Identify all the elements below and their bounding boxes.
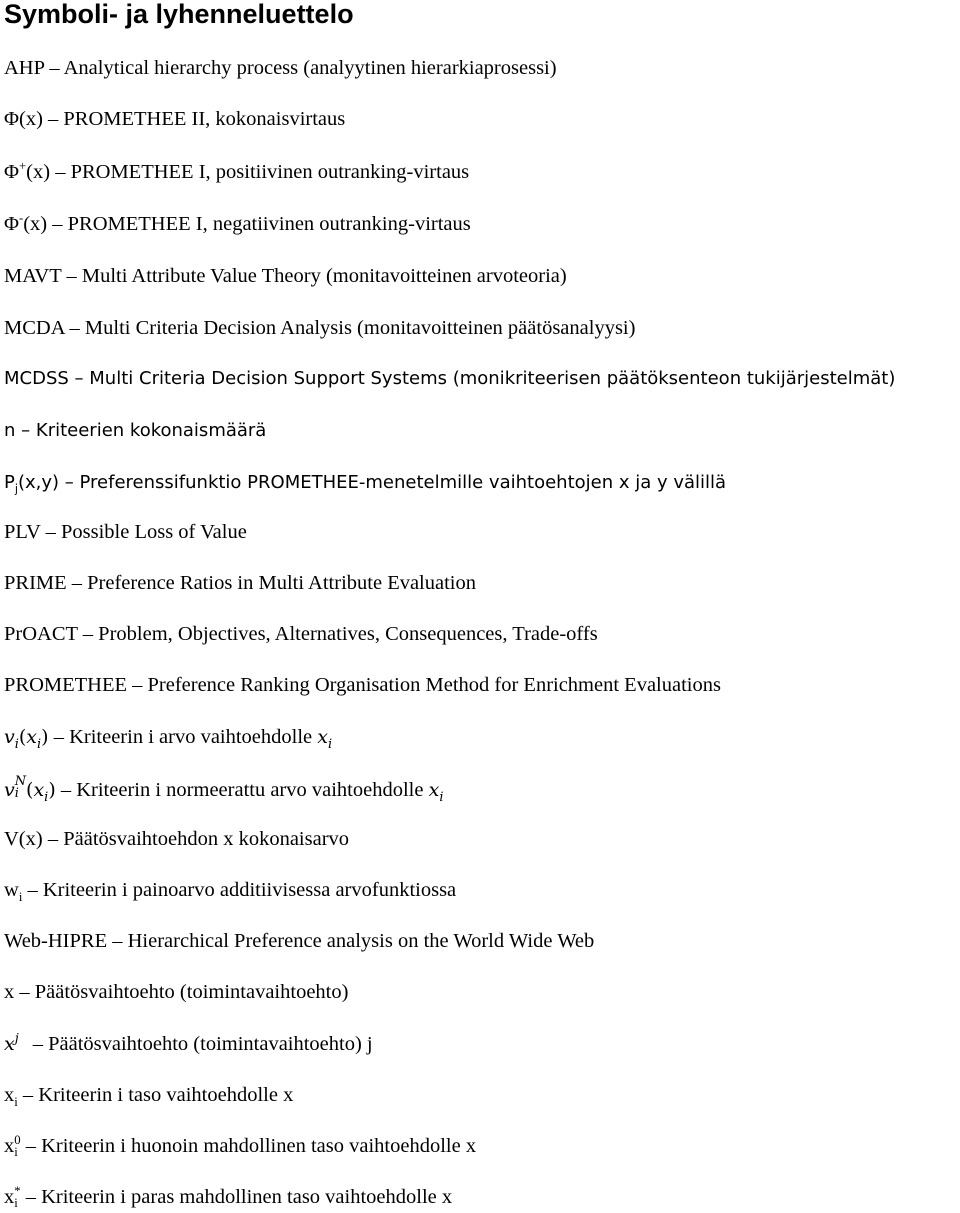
entry-description: Kriteerin i normeerattu arvo vaihtoehdolle [76,779,424,801]
symbol-base: v [4,779,15,801]
entry-symbol [4,213,47,235]
symbol-base: x [4,1186,15,1208]
entry-dash: – [25,1186,36,1208]
entry-symbol: MCDA [4,317,65,339]
symbol-argument: (x) [23,213,48,235]
list-item-x [4,977,348,1007]
entry-description: Kriteerin i huonoin mahdollinen taso vaihtoehdolle x [41,1135,477,1157]
symbol-paren-open: ( [18,726,27,748]
entry-dash: – [69,317,80,339]
entry-dash: – [53,726,64,748]
entry-symbol: MAVT [4,265,62,287]
symbol-base: x [4,1084,15,1106]
entry-dash: – [132,674,143,696]
symbol-subscript: i [14,786,19,801]
entry-description: Preference Ranking Organisation Method for Enrichment Evaluations [147,674,721,696]
description-math-base: x [428,779,440,801]
entry-description: Päätösvaihtoehto (toimintavaihtoehto) j [48,1033,373,1055]
entry-dash: – [71,572,83,594]
list-item-mavt [4,261,567,291]
symbol-argument-subscript: i [37,736,42,752]
list-item-xi [4,1080,293,1110]
entry-symbol: PrOACT [4,623,78,645]
entry-symbol: PROMETHEE [4,674,127,696]
entry-dash: – [60,779,72,801]
list-item-xi-star [4,1182,452,1212]
list-item-mcdss [4,364,895,394]
symbol-base: x [4,1033,15,1055]
symbol-paren-close: ) [48,779,56,801]
list-item-vx [4,824,349,854]
symbol-subscript: i [14,1095,18,1110]
entry-dash: – [48,108,59,130]
list-item-plv [4,517,247,547]
entry-dash: – [19,981,30,1003]
entry-symbol: MCDSS [4,368,69,389]
symbol-base: w [4,879,19,901]
entry-description: Kriteerin i taso vaihtoehdolle x [38,1084,294,1106]
symbol-subscript: j [14,482,18,496]
symbol-subscript: i [14,1196,18,1211]
entry-description: Possible Loss of Value [60,521,247,543]
entry-dash: – [64,472,74,493]
entry-dash: – [45,521,56,543]
entry-description: PROMETHEE II, kokonaisvirtaus [63,108,346,130]
entry-dash: – [21,420,31,441]
entry-dash: – [82,623,94,645]
symbol-argument: x [26,726,38,748]
entry-description: Preferenssifunktio PROMETHEE-menetelmille vaihtoehtojen x ja y välillä [79,472,727,493]
entry-symbol [4,108,43,130]
entry-dash: – [49,57,60,79]
symbol-superscript: 0 [14,1132,21,1147]
symbol-subscript: i [18,890,23,905]
list-item-vin [4,775,443,805]
entry-symbol: V(x) [4,828,43,850]
symbol-superscript: N [14,774,27,790]
list-item-vi [4,722,332,752]
entry-symbol: Web-HIPRE [4,930,108,952]
symbol-argument: (x,y) [17,472,60,493]
list-item-phi-plus [4,157,469,187]
entry-symbol: PRIME [4,572,67,594]
list-item-promethee [4,670,721,700]
entry-dash: – [112,930,123,952]
list-item-ahp [4,53,557,83]
list-item-web-hipre [4,926,594,956]
entry-description: Kriteerin i paras mahdollinen taso vaihtoehdolle x [41,1186,453,1208]
list-item-xi0 [4,1131,476,1161]
page-title: Symboli- ja lyhenneluettelo [4,0,354,29]
entry-dash: – [32,1033,43,1055]
symbol-subscript: i [14,736,19,752]
entry-description: PROMETHEE I, negatiivinen outranking-virtaus [67,213,471,235]
list-item-phi [4,104,345,134]
symbol-base: Φ [4,161,19,183]
symbol-argument: (x) [19,108,43,130]
symbol-superscript: + [19,159,27,174]
entry-symbol: AHP [4,57,45,79]
entry-dash: – [55,161,66,183]
entry-dash: – [66,265,77,287]
description-math-base: x [317,726,328,748]
entry-description: Kriteerin i painoarvo additiivisessa arvofunktiossa [42,879,457,901]
symbol-paren-open: ( [26,779,34,801]
entry-symbol [4,726,49,752]
entry-symbol [4,1084,18,1110]
symbol-argument-subscript: i [44,789,49,805]
entry-description: Preference Ratios in Multi Attribute Evaluation [87,572,476,594]
entry-description: Hierarchical Preference analysis on the World Wide Web [127,930,595,952]
symbol-base: x [4,1135,15,1157]
entry-dash: – [74,368,84,389]
entry-description: Päätösvaihtoehto (toimintavaihtoehto) [34,981,349,1003]
list-item-mcda [4,313,635,343]
symbol-base: v [4,726,15,748]
symbol-base: P [4,472,15,493]
entry-symbol [4,161,50,183]
entry-symbol [4,1132,21,1160]
list-item-wi [4,875,456,905]
list-item-prime [4,568,476,598]
entry-description: Päätösvaihtoehdon x kokonaisarvo [63,828,350,850]
entry-symbol [4,774,56,805]
symbol-argument: (x) [26,161,51,183]
entry-symbol [4,472,60,496]
entry-description: Kriteerin i arvo vaihtoehdolle [69,726,313,748]
entry-dash: – [47,828,59,850]
list-item-proact [4,619,598,649]
entry-symbol [4,879,23,905]
symbol-subscript: i [14,1145,18,1160]
description-math-subscript: i [328,736,333,752]
entry-symbol [4,1183,21,1211]
entry-description-math [317,726,333,752]
entry-dash: – [27,879,38,901]
entry-description: Multi Criteria Decision Analysis (monitavoitteinen päätösanalyysi) [84,317,636,339]
list-item-phi-minus [4,209,471,239]
entry-description: Multi Criteria Decision Support Systems (monikriteerisen päätöksenteon tukijärjestelmät) [89,368,896,389]
entry-description-math [428,779,444,805]
entry-description: PROMETHEE I, positiivinen outranking-virtaus [70,161,470,183]
list-item-pj [4,468,726,498]
entry-dash: – [25,1135,36,1157]
entry-symbol: n [4,420,16,441]
symbol-base: Φ [4,213,19,235]
symbol-paren-close: ) [41,726,49,748]
symbol-superscript: - [19,211,24,226]
entry-description: Kriteerien kokonaismäärä [35,420,267,441]
symbol-argument: x [33,779,45,801]
entry-symbol: x [4,981,15,1003]
entry-symbol: PLV [4,521,41,543]
entry-description: Analytical hierarchy process (analyytinen hierarkiaprosessi) [63,57,557,79]
description-math-subscript: i [439,789,444,805]
entry-description: Problem, Objectives, Alternatives, Consequences, Trade-offs [98,623,598,645]
entry-description: Multi Attribute Value Theory (monitavoitteinen arvoteoria) [81,265,567,287]
symbol-superscript: j [14,1031,19,1047]
list-item-n [4,416,266,446]
symbol-base: Φ [4,108,19,130]
entry-dash: – [22,1084,34,1106]
entry-symbol [4,1033,19,1055]
symbol-superscript: * [14,1183,21,1198]
list-item-xj [4,1029,373,1059]
entry-dash: – [52,213,63,235]
